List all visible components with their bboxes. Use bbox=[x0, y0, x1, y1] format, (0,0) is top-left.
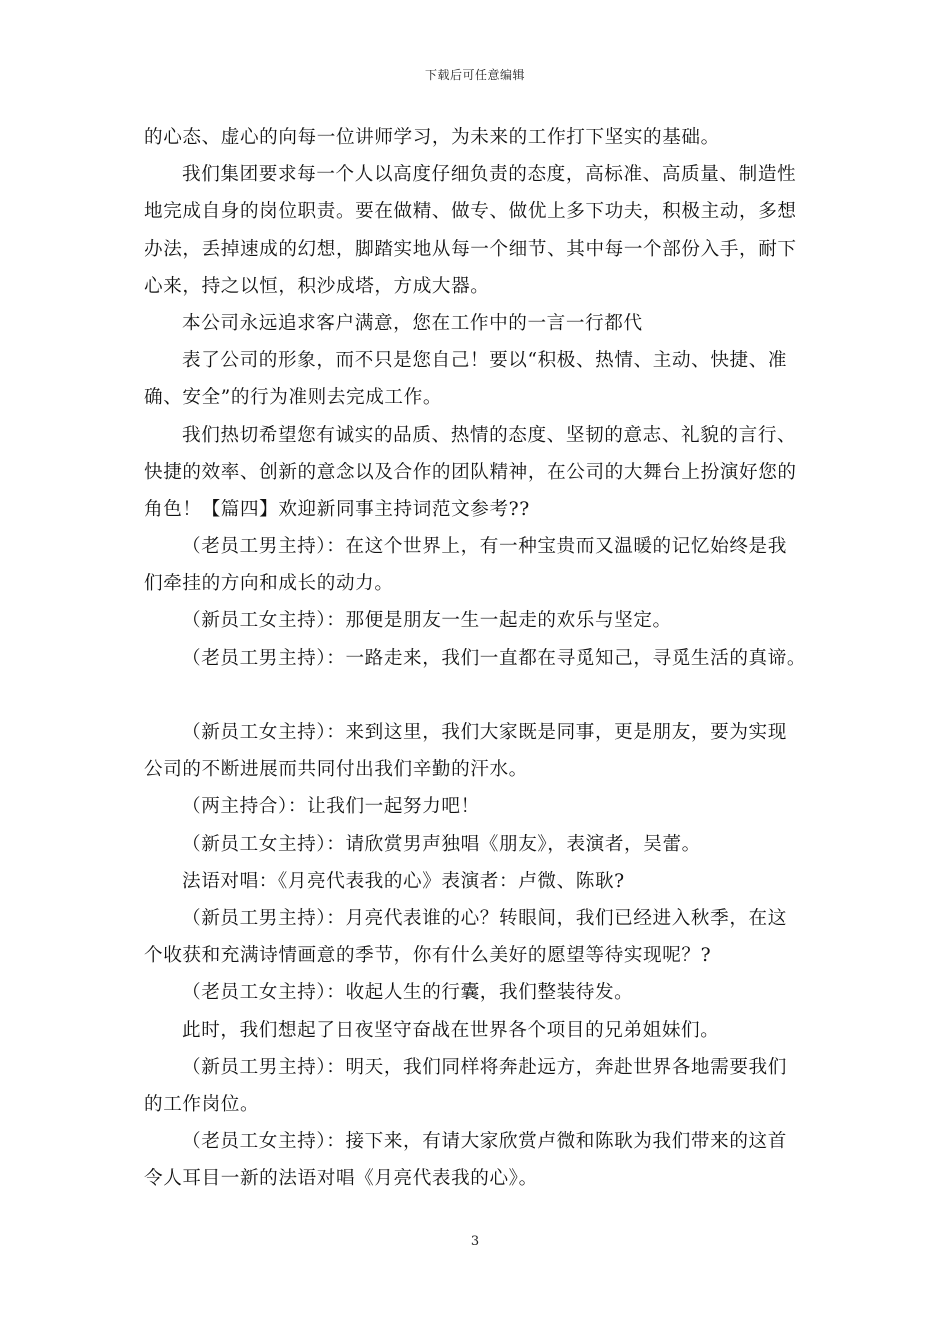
blank-line bbox=[144, 677, 814, 714]
paragraph-line: 令人耳目一新的法语对唱《月亮代表我的心》。 bbox=[144, 1168, 538, 1190]
paragraph-line: 心来，持之以恒，积沙成塔，方成大器。 bbox=[144, 275, 490, 297]
paragraph-line: （老员工女主持）：接下来，有请大家欣赏卢微和陈耿为我们带来的这首 bbox=[182, 1131, 787, 1153]
paragraph-line: （新员工女主持）：来到这里，我们大家既是同事，更是朋友，要为实现 bbox=[182, 722, 787, 743]
paragraph-line: 地完成自身的岗位职责。要在做精、做专、做优上多下功夫，积极主动，多想 bbox=[144, 201, 797, 223]
paragraph-line: （老员工男主持）：在这个世界上，有一种宝贵而又温暖的记忆始终是我 bbox=[182, 536, 787, 558]
paragraph-line: （两主持合）：让我们一起努力吧！ bbox=[182, 796, 480, 818]
page-header: 下载后可任意编辑 bbox=[424, 68, 525, 82]
paragraph-line: 快捷的效率、创新的意念以及合作的团队精神，在公司的大舞台上扮演好您的 bbox=[144, 461, 797, 483]
page-number: 3 bbox=[470, 1234, 480, 1249]
paragraph-line: （新员工男主持）：月亮代表谁的心？转眼间，我们已经进入秋季，在这 bbox=[182, 907, 787, 929]
paragraph-line: 此时，我们想起了日夜坚守奋战在世界各个项目的兄弟姐妹们。 bbox=[182, 1019, 720, 1041]
paragraph-line: 我们集团要求每一个人以高度仔细负责的态度，高标准、高质量、制造性 bbox=[182, 164, 797, 186]
paragraph-line: 本公司永远追求客户满意，您在工作中的一言一行都代 bbox=[182, 312, 643, 334]
paragraph-line: （新员工女主持）：请欣赏男声独唱《朋友》，表演者，吴蕾。 bbox=[182, 833, 701, 855]
document-body bbox=[144, 119, 814, 1197]
paragraph-line: （新员工女主持）：那便是朋友一生一起走的欢乐与坚定。 bbox=[182, 610, 672, 632]
paragraph-line: 的心态、虚心的向每一位讲师学习，为未来的工作打下坚实的基础。 bbox=[144, 127, 720, 148]
paragraph-line: 个收获和充满诗情画意的季节，你有什么美好的愿望等待实现呢？? bbox=[144, 945, 712, 967]
paragraph-line: 角色！【篇四】欢迎新同事主持词范文参考?? bbox=[144, 498, 530, 520]
paragraph-line: 们牵挂的方向和成长的动力。 bbox=[144, 573, 394, 595]
paragraph-line: 法语对唱：《月亮代表我的心》表演者：卢微、陈耿? bbox=[182, 870, 625, 892]
paragraph-line: 表了公司的形象，而不只是您自己！要以“积极、热情、主动、快捷、准 bbox=[182, 350, 788, 372]
paragraph-line: 办法，丢掉速成的幻想，脚踏实地从每一个细节、其中每一个部份入手，耐下 bbox=[144, 238, 797, 260]
paragraph-line: （老员工男主持）：一路走来，我们一直都在寻觅知己，寻觅生活的真谛。 bbox=[182, 647, 807, 669]
paragraph-line: 公司的不断进展而共同付出我们辛勤的汗水。 bbox=[144, 759, 528, 781]
paragraph-line: 确、安全”的行为准则去完成工作。 bbox=[144, 387, 443, 409]
paragraph-line: （老员工女主持）：收起人生的行囊，我们整装待发。 bbox=[182, 982, 634, 1004]
paragraph-line: 的工作岗位。 bbox=[144, 1093, 260, 1115]
paragraph-line: （新员工男主持）：明天，我们同样将奔赴远方，奔赴世界各地需要我们 bbox=[182, 1056, 787, 1078]
paragraph-line: 我们热切希望您有诚实的品质、热情的态度、坚韧的意志、礼貌的言行、 bbox=[182, 424, 797, 446]
